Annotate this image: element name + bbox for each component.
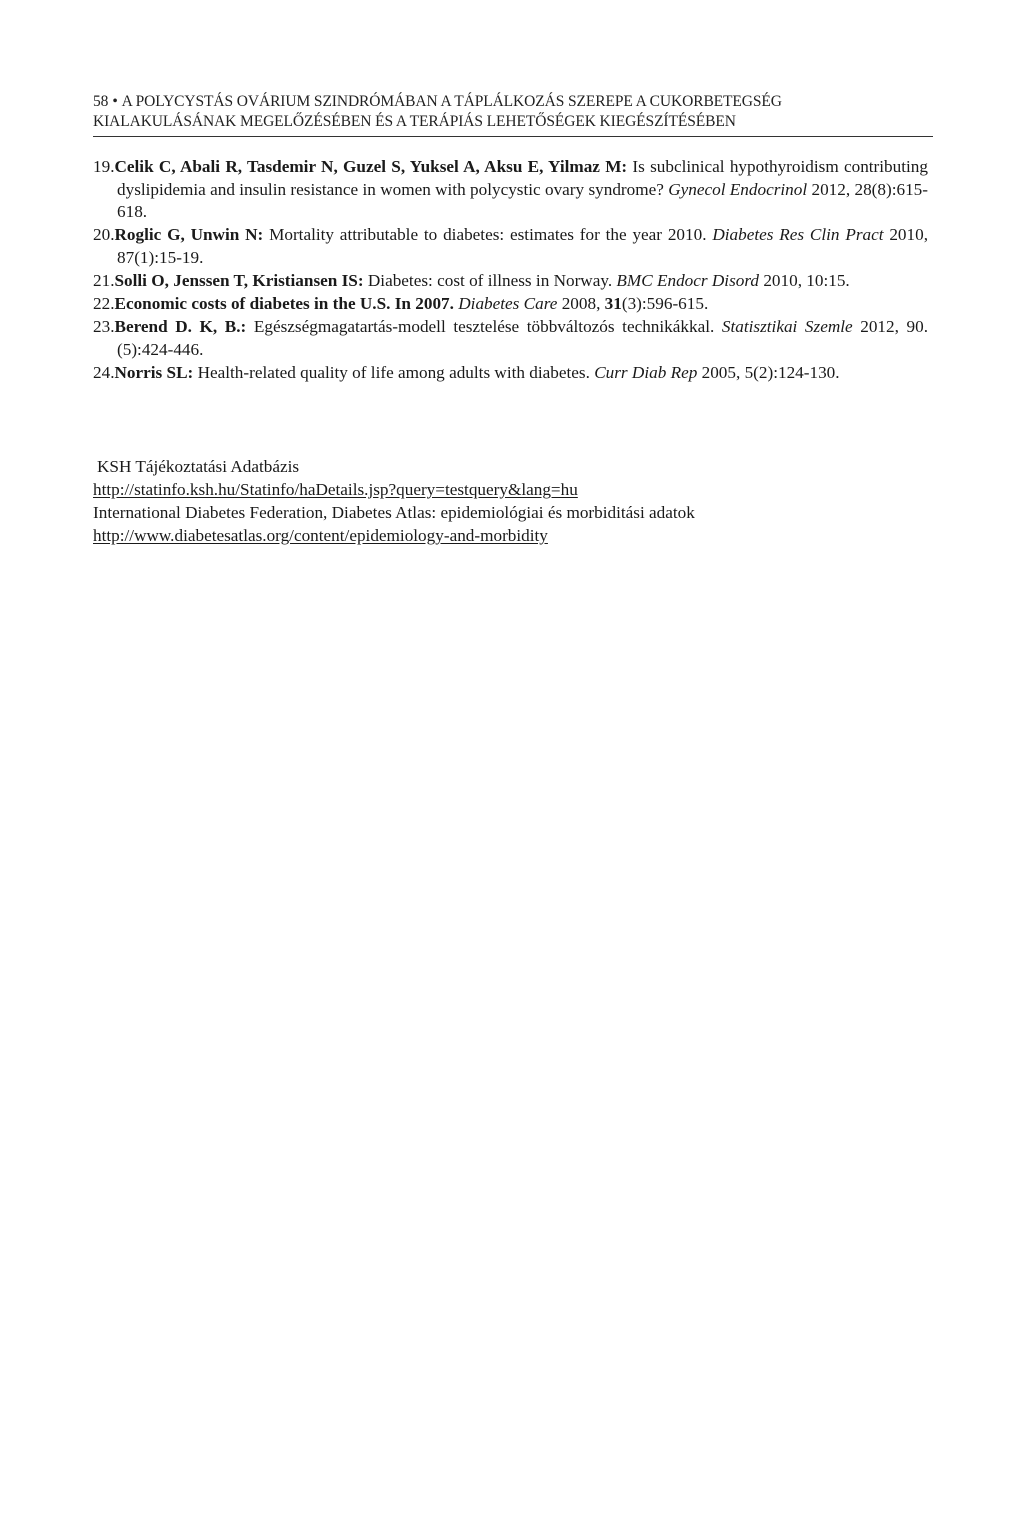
reference-number: 24. bbox=[93, 362, 115, 382]
header-title-line-2: KIALAKULÁSÁNAK MEGELŐZÉSÉBEN ÉS A TERÁPIÁS LEHETŐSÉGEK KIEGÉSZÍTÉSÉBEN bbox=[93, 113, 736, 130]
reference-22 bbox=[93, 293, 928, 316]
reference-journal: Gynecol Endocrinol bbox=[668, 179, 808, 199]
reference-details: 2010, 10:15. bbox=[759, 270, 850, 290]
ksh-source-link[interactable]: http://statinfo.ksh.hu/Statinfo/haDetails.jsp?query=testquery&lang=hu bbox=[93, 480, 578, 499]
reference-details: 2005, 5(2):124-130. bbox=[697, 362, 840, 382]
running-header bbox=[93, 92, 933, 132]
page-number: 58 bbox=[93, 93, 109, 110]
reference-details: 2012, 28(8):615-618. bbox=[117, 179, 928, 222]
reference-details: 2010, 87(1):15-19. bbox=[117, 225, 929, 267]
reference-number: 22. bbox=[93, 294, 115, 314]
reference-authors: Roglic G, Unwin N: bbox=[114, 225, 264, 245]
reference-number: 20. bbox=[93, 225, 115, 245]
idf-source-title: International Diabetes Federation, Diabetes Atlas: epidemiológiai és morbiditási adatok bbox=[93, 503, 695, 522]
reference-number: 23. bbox=[93, 317, 115, 337]
reference-authors: Norris SL: bbox=[114, 362, 194, 382]
reference-volume: 31 bbox=[604, 294, 622, 314]
reference-20 bbox=[93, 224, 928, 269]
reference-journal: Statisztikai Szemle bbox=[721, 317, 853, 337]
reference-journal: Diabetes Care bbox=[458, 294, 558, 314]
header-title-line-1: A POLYCYSTÁS OVÁRIUM SZINDRÓMÁBAN A TÁPLÁLKOZÁS SZEREPE A CUKORBETEGSÉG bbox=[121, 93, 782, 110]
reference-authors: Solli O, Jenssen T, Kristiansen IS: bbox=[114, 270, 364, 290]
reference-list bbox=[93, 156, 928, 385]
reference-authors: Economic costs of diabetes in the U.S. In 2007. bbox=[114, 294, 454, 314]
reference-19 bbox=[93, 156, 928, 224]
reference-24 bbox=[93, 362, 928, 385]
reference-authors: Celik C, Abali R, Tasdemir N, Guzel S, Yuksel A, Aksu E, Yilmaz M: bbox=[114, 157, 628, 176]
idf-source-link[interactable]: http://www.diabetesatlas.org/content/epidemiology-and-morbidity bbox=[93, 526, 548, 545]
reference-authors: Berend D. K, B.: bbox=[114, 317, 247, 337]
ksh-source-title: KSH Tájékoztatási Adatbázis bbox=[97, 457, 300, 476]
reference-number: 19. bbox=[93, 157, 115, 176]
reference-title: Health-related quality of life among adults with diabetes. bbox=[193, 362, 595, 382]
reference-journal: Curr Diab Rep bbox=[594, 362, 698, 382]
reference-journal: Diabetes Res Clin Pract bbox=[712, 225, 884, 245]
reference-23 bbox=[93, 316, 928, 361]
header-divider bbox=[93, 136, 933, 137]
reference-title: Is subclinical hypothyroidism contributing dyslipidemia and insulin resistance in women with polycystic ovary syndrome? bbox=[117, 157, 928, 199]
running-header-line-1 bbox=[93, 92, 933, 112]
reference-number: 21. bbox=[93, 270, 115, 290]
reference-title: Diabetes: cost of illness in Norway. bbox=[363, 270, 617, 290]
reference-details-2: (3):596-615. bbox=[621, 294, 709, 314]
reference-details: 2008, bbox=[557, 294, 605, 314]
reference-title: Egészségmagatartás-modell tesztelése többváltozós technikákkal. bbox=[246, 317, 722, 337]
reference-title: Mortality attributable to diabetes: estimates for the year 2010. bbox=[263, 225, 713, 245]
reference-21 bbox=[93, 270, 928, 293]
reference-journal: BMC Endocr Disord bbox=[616, 270, 760, 290]
online-sources bbox=[93, 455, 928, 547]
header-bullet: • bbox=[112, 93, 118, 110]
reference-details: 2012, 90.(5):424-446. bbox=[117, 317, 928, 359]
